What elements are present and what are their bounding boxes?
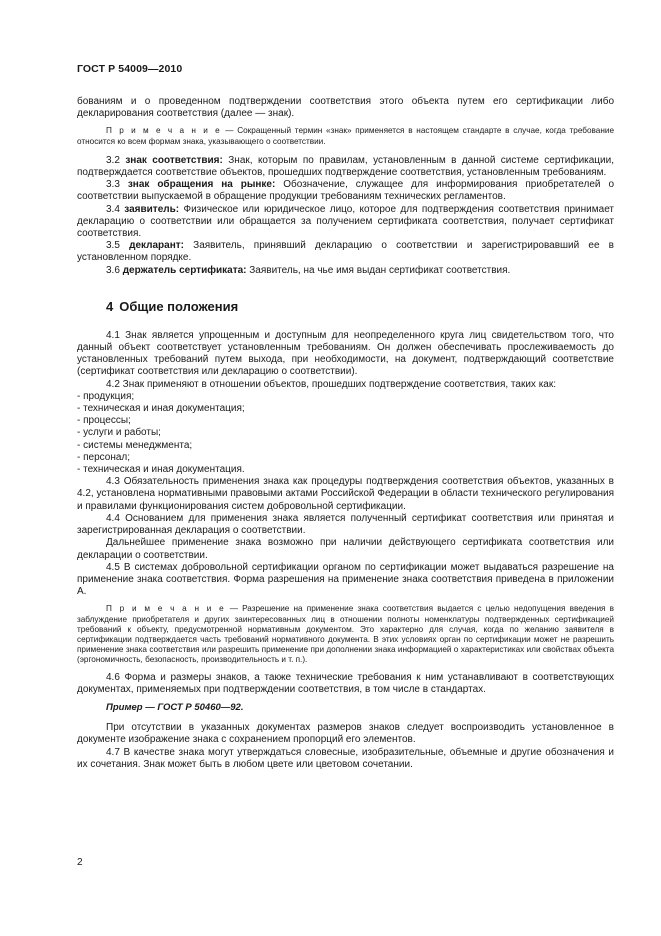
document-header: ГОСТ Р 54009—2010 <box>77 63 183 75</box>
definition-number: 3.3 <box>106 179 120 191</box>
note-1-label: П р и м е ч а н и е <box>106 126 222 136</box>
list-item: - персонал; <box>77 451 131 463</box>
definition-term: заявитель: <box>124 203 180 215</box>
list-item: - продукция; <box>77 390 135 402</box>
paragraph-4-4: 4.4 Основанием для применения знака является полученный сертификат соответствия или принятая и зарегистрированная декларация о соответствии. <box>77 512 614 537</box>
list-item: - техническая и иная документация. <box>77 464 245 476</box>
definition-text: Знак, которым по правилам, установленным в данной системе сертификации, подтверждается соответствие объектов, прошедших подтверждение соответствия, установленным требованиям. <box>77 154 614 179</box>
definition-term: декларант: <box>129 240 184 252</box>
note-2-text: — Разрешение на применение знака соответствия выдается с целью недопущения введения в заблуждение приобретателя и других заинтересованных лиц в отношении полноты номенклатуры подтвержденных сертификацией требований к объекту, предусмотренной нормативным документом. Это характерно для случая, когда по желанию заявителя в сертификации подтверждается часть требований нормативного документа. В этих условиях орган по сертификации может не разрешить применение знака соответствия или разрешить применение при дополнении знака информацией о характеристиках или свойствах объекта (эргономичность, безопасность, производительность и т. п.). <box>77 604 614 665</box>
list-item: - процессы; <box>77 415 131 427</box>
definition-number: 3.4 <box>106 203 120 215</box>
list-item: - услуги и работы; <box>77 427 161 439</box>
paragraph-4-1: 4.1 Знак является упрощенным и доступным для неопределенного круга лиц свидетельством того, что данный объект соответствует установленным требованиям. Он должен обеспечивать прослеживаемость до установленных требований путем выхода, при необходимости, на документ, подтверждающий соответствие (сертификат соответствия или декларацию о соответствии). <box>77 329 614 378</box>
list-item: - техническая и иная документация; <box>77 403 245 415</box>
note-2 <box>77 604 614 665</box>
paragraph-4-3: 4.3 Обязательность применения знака как процедуры подтверждения соответствия объектов, указанных в 4.2, установлена нормативными правовыми актами Российской Федерации в области технического регулирования и правилами функционирования систем добровольной сертификации. <box>77 476 614 512</box>
definition-term: знак обращения на рынке: <box>127 179 276 191</box>
note-1 <box>77 126 614 146</box>
section-title-text: Общие положения <box>119 298 239 314</box>
definition-text: Обозначение, служащее для информирования приобретателей о соответствии выпускаемой в обращение продукции требованиям технических регламентов. <box>77 179 614 203</box>
definition-3-6 <box>77 265 614 277</box>
definition-number: 3.5 <box>106 240 120 252</box>
intro-paragraph: бованиям и о проведенном подтверждении соответствия этого объекта путем его сертификации либо декларирования соответствия (далее — знак). <box>77 96 614 120</box>
paragraph-4-6: 4.6 Форма и размеры знаков, а также технические требования к ним устанавливают в соответствующих документах, применяемых при подтверждении соответствия, в том числе в стандартах. <box>77 671 614 695</box>
definition-number: 3.6 <box>106 264 120 276</box>
definition-3-2 <box>77 155 614 179</box>
paragraph-4-7: 4.7 В качестве знака могут утверждаться словесные, изобразительные, объемные и другие обозначения и их сочетания. Знак может быть в любом цвете или цветовом сочетании. <box>77 746 614 770</box>
definition-3-5 <box>77 240 614 264</box>
objects-list <box>77 391 614 476</box>
definition-text: Заявитель, на чье имя выдан сертификат соответствия. <box>246 264 511 276</box>
section-4-title <box>106 299 614 314</box>
definition-text: Заявитель, принявший декларацию о соответствии и зарегистрировавший ее в установленном порядке. <box>77 240 614 264</box>
paragraph-4-6-continued: При отсутствии в указанных документах размеров знаков следует воспроизводить установленное в документе изображение знака с сохранением пропорций его элементов. <box>77 722 614 746</box>
section-number: 4 <box>106 298 114 314</box>
page-number: 2 <box>77 857 83 868</box>
definition-term: держатель сертификата: <box>122 264 247 276</box>
paragraph-4-5: 4.5 В системах добровольной сертификации органом по сертификации может выдаваться разрешение на применение знака соответствия. Форма разрешения на применение знака соответствия приведена в приложении А. <box>77 561 614 598</box>
note-2-label: П р и м е ч а н и е <box>106 604 226 614</box>
document-page <box>77 63 614 771</box>
list-item: - системы менеджмента; <box>77 439 193 451</box>
definition-term: знак соответствия: <box>125 154 223 166</box>
paragraph-4-2: 4.2 Знак применяют в отношении объектов, прошедших подтверждение соответствия, таких как: <box>106 378 557 390</box>
note-1-text: — Сокращенный термин «знак» применяется в настоящем стандарте в случае, когда требование относится ко всем формам знака, указывающего о соответствии. <box>77 126 614 146</box>
definition-text: Физическое или юридическое лицо, которое для подтверждения соответствия принимает декларацию о соответствии или обращается за получением сертификата соответствия, получает сертификат соответствия. <box>77 203 614 240</box>
definition-3-4 <box>77 204 614 241</box>
definition-3-3 <box>77 179 614 203</box>
definition-number: 3.2 <box>106 154 120 166</box>
example-line: Пример — ГОСТ Р 50460—92. <box>106 701 244 713</box>
paragraph-4-4-continued: Дальнейшее применение знака возможно при наличии действующего сертификата соответствия или декларации о соответствии. <box>77 537 614 561</box>
